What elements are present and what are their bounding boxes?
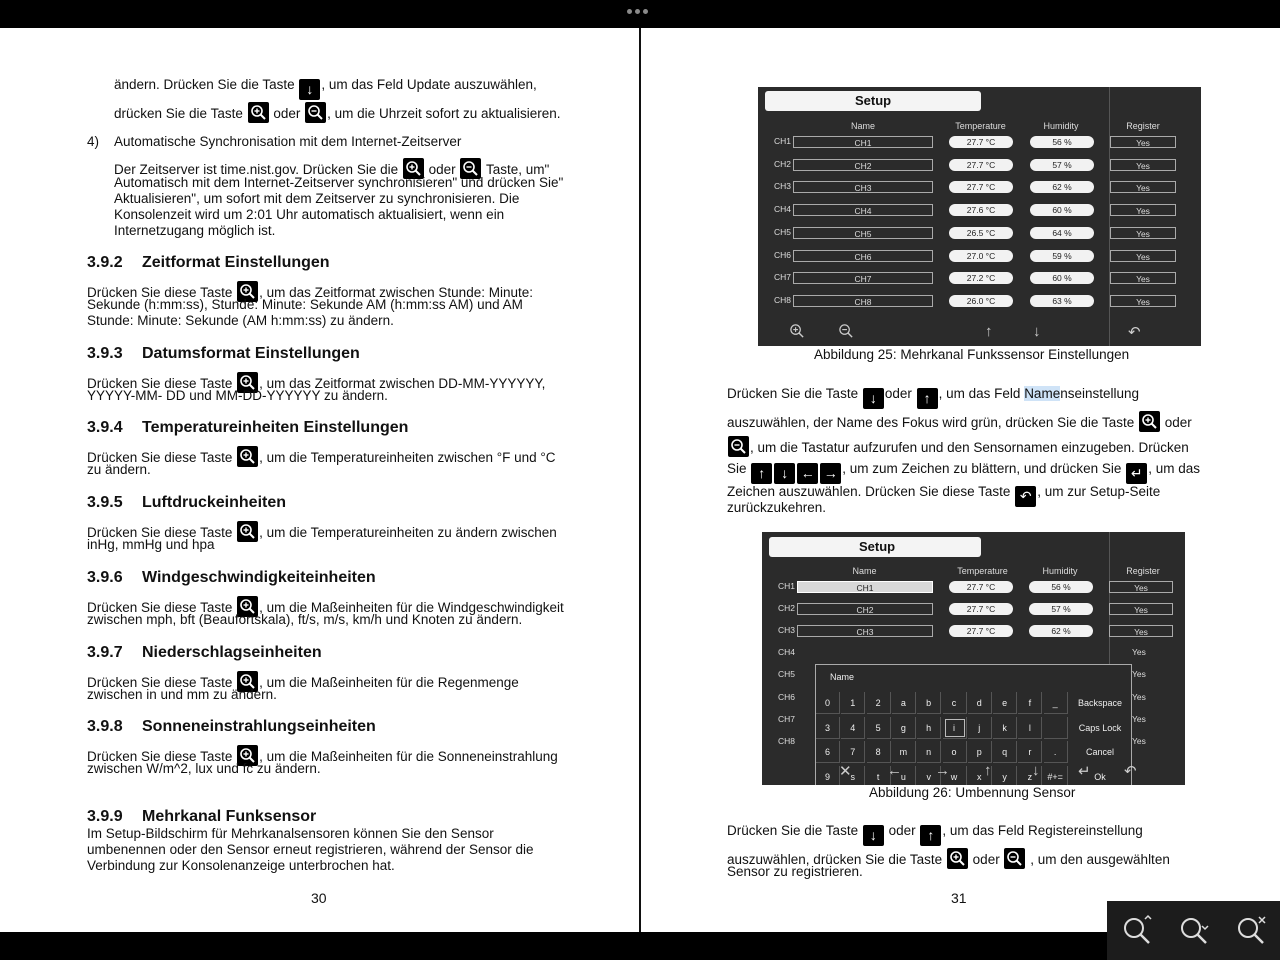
register-cell: Yes <box>1109 603 1173 615</box>
keyboard-key[interactable]: x <box>968 766 992 786</box>
close-icon: ✕ <box>839 763 852 780</box>
text-line: Stunde: Minute: Sekunde (AM h:mm:ss) zu ändern. <box>87 313 394 328</box>
temperature-cell: 27.7 °C <box>949 181 1013 193</box>
text-line: Drücken Sie diese Taste , um die Maßeinheiten für die Windgeschwindigkeit <box>87 596 564 617</box>
arrow-down-icon: ↓ <box>1033 323 1041 340</box>
temperature-cell: 27.7 °C <box>949 625 1013 637</box>
keyboard-key[interactable]: i <box>943 717 967 739</box>
keyboard-key[interactable]: z <box>1018 766 1042 786</box>
text-line: Aktualisieren", um sofort mit dem Zeitserver zu synchronisieren. Die <box>114 191 520 206</box>
keyboard-action-key[interactable]: Ok <box>1094 771 1106 782</box>
zoom-in-icon <box>237 446 258 467</box>
zoom-reset-button[interactable] <box>1235 913 1269 947</box>
zoom-out-button[interactable] <box>1178 913 1212 947</box>
setup-screenshot <box>758 87 1201 346</box>
section-heading: 3.9.7 Niederschlagseinheiten <box>87 644 322 661</box>
text-line: Sekunde (h:mm:ss), Stunde: Minute: Sekunde AM (h:mm:ss AM) und AM <box>87 297 523 312</box>
back-icon: ↶ <box>1015 486 1036 507</box>
text-line: zwischen mph, bft (Beaufortskala), ft/s, m/s, km/h und Knoten zu ändern. <box>87 612 523 627</box>
temperature-cell: 27.7 °C <box>949 136 1013 148</box>
humidity-cell: 59 % <box>1030 250 1094 262</box>
register-cell: Yes <box>1110 227 1176 239</box>
register-cell: Yes <box>1110 272 1176 284</box>
humidity-cell: 56 % <box>1029 581 1093 593</box>
setup-title: Setup <box>765 91 981 111</box>
back-icon: ↶ <box>1128 324 1141 341</box>
zoom-out-icon <box>838 323 854 343</box>
text-line: umbenennen oder den Sensor erneut registrieren, während der Sensor die <box>87 842 534 857</box>
page-right <box>641 28 1280 932</box>
channel-label: CH6 <box>778 691 796 702</box>
channel-label: CH1 <box>778 581 796 591</box>
keyboard-key[interactable]: u <box>892 766 916 786</box>
humidity-cell: 60 % <box>1030 272 1094 284</box>
channel-label: CH1 <box>774 136 792 146</box>
zoom-out-icon <box>305 102 326 123</box>
keyboard-key[interactable]: f <box>1018 692 1042 714</box>
enter-icon: ↵ <box>1078 763 1091 780</box>
arrow-down-icon: ↓ <box>863 388 884 409</box>
page-left <box>0 28 639 932</box>
text-line: drücken Sie die Taste oder , um die Uhrzeit sofort zu aktualisieren. <box>114 102 561 123</box>
page-number: 30 <box>311 890 327 906</box>
keyboard-key[interactable]: l <box>1018 717 1042 739</box>
text-line: Drücken Sie diese Taste , um die Maßeinheiten für die Sonneneinstrahlung <box>87 745 558 766</box>
keyboard-key[interactable]: b <box>917 692 941 714</box>
register-value: Yes <box>1132 736 1146 747</box>
register-value: Yes <box>1132 669 1146 680</box>
keyboard-key[interactable]: 3 <box>816 717 840 739</box>
name-cell: CH1 <box>793 136 933 148</box>
keyboard-key[interactable]: 1 <box>841 692 865 714</box>
keyboard-key[interactable]: k <box>993 717 1017 739</box>
register-cell: Yes <box>1109 625 1173 637</box>
register-cell: Yes <box>1109 581 1173 593</box>
list-title: Automatische Synchronisation mit dem Internet-Zeitserver <box>114 134 462 149</box>
keyboard-key[interactable]: o <box>943 741 967 763</box>
keyboard-key[interactable]: v <box>917 766 941 786</box>
keyboard-action-key[interactable]: Cancel <box>1085 747 1114 757</box>
name-cell: CH4 <box>793 204 933 216</box>
text-line: Drücken Sie diese Taste , um das Zeitformat zwischen DD-MM-YYYYYY, <box>87 372 545 393</box>
text-line: Verbindung zur Konsolenanzeige unterbrochen hat. <box>87 858 395 873</box>
column-header: Register <box>1126 121 1160 131</box>
temperature-cell: 27.6 °C <box>949 204 1013 216</box>
keyboard-key[interactable]: . <box>1044 741 1068 763</box>
arrow-right-icon: → <box>935 762 950 779</box>
register-value: Yes <box>1132 713 1146 724</box>
channel-label: CH4 <box>774 204 792 215</box>
channel-label: CH3 <box>778 625 796 635</box>
arrow-left-icon: ← <box>887 762 902 779</box>
section-heading: 3.9.5 Luftdruckeinheiten <box>87 494 287 511</box>
zoom-toolbar <box>1107 901 1280 960</box>
keyboard-key[interactable]: m <box>892 741 916 763</box>
keyboard-key[interactable]: 8 <box>867 741 891 763</box>
text-line: Drücken Sie diese Taste , um das Zeitformat zwischen Stunde: Minute: <box>87 281 533 302</box>
text-line: Im Setup-Bildschirm für Mehrkanalsensoren können Sie den Sensor <box>87 826 494 841</box>
enter-icon: ↵ <box>1126 463 1147 484</box>
section-heading: 3.9.4 Temperatureinheiten Einstellungen <box>87 419 409 436</box>
keyboard-key[interactable]: t <box>867 766 891 786</box>
temperature-cell: 27.2 °C <box>949 272 1013 284</box>
name-cell: CH5 <box>793 227 933 239</box>
channel-label: CH6 <box>774 249 792 260</box>
register-cell: Yes <box>1110 136 1176 148</box>
zoom-in-button[interactable] <box>1121 913 1155 947</box>
text-line: auszuwählen, drücken Sie die Taste oder , um den ausgewählten <box>727 848 1170 869</box>
channel-label: CH4 <box>778 647 796 657</box>
column-header: Humidity <box>1043 121 1079 131</box>
keyboard-key[interactable]: j <box>968 717 992 739</box>
arrow-left-icon: ← <box>797 463 818 484</box>
section-heading: 3.9.6 Windgeschwindigkeiteinheiten <box>87 569 376 586</box>
arrow-right-icon: → <box>820 463 841 484</box>
zoom-out-icon <box>1004 848 1025 869</box>
column-header: Temperature <box>957 566 1008 576</box>
keyboard-key[interactable]: 9 <box>816 766 840 786</box>
text-line: Konsolenzeit wird um 2:01 Uhr automatisch aktualisiert, wenn ein <box>114 207 505 222</box>
top-bar <box>0 0 1280 28</box>
text-line: inHg, mmHg und hpa <box>87 537 215 552</box>
register-cell: Yes <box>1110 181 1176 193</box>
channel-label: CH7 <box>774 272 792 283</box>
list-number: 4) <box>87 134 100 149</box>
keyboard-key[interactable]: d <box>968 692 992 714</box>
humidity-cell: 57 % <box>1029 603 1093 615</box>
text-line: zwischen in und mm zu ändern. <box>87 687 277 702</box>
column-header: Temperature <box>955 121 1006 131</box>
temperature-cell: 27.7 °C <box>949 581 1013 593</box>
section-heading: 3.9.8 Sonneneinstrahlungseinheiten <box>87 718 376 735</box>
keyboard-key[interactable]: r <box>1018 741 1042 763</box>
temperature-cell: 27.7 °C <box>949 159 1013 171</box>
arrow-down-icon: ↓ <box>299 79 320 100</box>
name-cell: CH6 <box>793 250 933 262</box>
text-line: zurückzukehren. <box>727 500 827 515</box>
keyboard-key[interactable]: 5 <box>867 717 891 739</box>
humidity-cell: 60 % <box>1030 204 1094 216</box>
name-cell: CH3 <box>793 181 933 193</box>
text-line: Drücken Sie diese Taste , um die Temperatureinheiten zu ändern zwischen <box>87 521 557 542</box>
keyboard-key[interactable]: 2 <box>867 692 891 714</box>
arrow-up-icon: ↑ <box>985 323 993 340</box>
name-cell: CH3 <box>797 625 933 637</box>
channel-label: CH8 <box>778 736 796 747</box>
keyboard-key[interactable]: 4 <box>841 717 865 739</box>
bottom-bar <box>0 932 1280 960</box>
text-line: auszuwählen, der Name des Fokus wird grün, drücken Sie die Taste oder <box>727 411 1192 432</box>
channel-label: CH8 <box>774 294 792 305</box>
name-cell: CH1 <box>797 581 933 593</box>
keyboard-key[interactable]: h <box>917 717 941 739</box>
text-line: YYYYY-MM- DD und MM-DD-YYYYYY zu ändern. <box>87 388 388 403</box>
text-line: Drücken Sie die Taste ↓ oder ↑ , um das Feld Registereinstellung <box>727 823 1143 846</box>
arrow-up-icon: ↑ <box>984 762 992 779</box>
text-line: Drücken Sie die Taste ↓ oder ↑ , um das Feld Namenseinstellung <box>727 386 1139 409</box>
register-cell: Yes <box>1110 204 1176 216</box>
keyboard-key[interactable]: q <box>993 741 1017 763</box>
keyboard-key[interactable]: y <box>993 766 1017 786</box>
arrow-up-icon: ↑ <box>751 463 772 484</box>
text-line: zwischen W/m^2, lux und fc zu ändern. <box>87 761 321 776</box>
humidity-cell: 62 % <box>1029 625 1093 637</box>
keyboard-key[interactable]: w <box>943 766 967 786</box>
name-cell: CH2 <box>797 603 933 615</box>
column-header: Name <box>850 121 875 131</box>
keyboard-action-key[interactable]: Backspace <box>1077 698 1123 708</box>
text-line: Automatisch mit dem Internet-Zeitserver synchronisieren" und drücken Sie" <box>114 175 564 190</box>
register-cell: Yes <box>1110 295 1176 307</box>
temperature-cell: 26.0 °C <box>949 295 1013 307</box>
register-cell: Yes <box>1110 159 1176 171</box>
humidity-cell: 62 % <box>1030 181 1094 193</box>
text-line: ändern. Drücken Sie die Taste ↓ , um das Feld Update auszuwählen, <box>114 77 537 100</box>
arrow-down-icon: ↓ <box>774 463 795 484</box>
column-header: Name <box>852 566 877 576</box>
arrow-up-icon: ↑ <box>920 825 941 846</box>
keyboard-key[interactable]: a <box>892 692 916 714</box>
section-heading: 3.9.9 Mehrkanal Funksensor <box>87 808 317 825</box>
temperature-cell: 27.0 °C <box>949 250 1013 262</box>
keyboard-key[interactable] <box>1044 717 1068 739</box>
page-number: 31 <box>951 890 967 906</box>
register-cell: Yes <box>1110 250 1176 262</box>
keyboard-key[interactable]: s <box>841 766 865 786</box>
keyboard-action-key[interactable]: Caps Lock <box>1078 722 1122 733</box>
channel-label: CH7 <box>778 713 796 724</box>
keyboard-key[interactable]: 0 <box>816 692 840 714</box>
keyboard-key[interactable]: 6 <box>816 741 840 763</box>
register-value: Yes <box>1132 647 1146 657</box>
keyboard-key[interactable]: c <box>943 692 967 714</box>
text-line: zu ändern. <box>87 462 151 477</box>
figure-caption: Abbildung 26: Umbennung Sensor <box>869 785 1076 800</box>
text-line: Sie ↑ ↓ ← → , um zum Zeichen zu blättern, und drücken Sie ↵ , um das <box>727 461 1200 484</box>
channel-label: CH2 <box>774 158 792 169</box>
keyboard-key[interactable]: _ <box>1044 692 1068 714</box>
arrow-up-icon: ↑ <box>917 388 938 409</box>
section-heading: 3.9.2 Zeitformat Einstellungen <box>87 254 330 271</box>
name-cell: CH7 <box>793 272 933 284</box>
humidity-cell: 63 % <box>1030 295 1094 307</box>
channel-label: CH2 <box>778 603 796 613</box>
text-line: Drücken Sie diese Taste , um die Temperatureinheiten zwischen °F und °C <box>87 446 556 467</box>
keyboard-key[interactable]: g <box>892 717 916 739</box>
zoom-in-icon <box>789 323 805 343</box>
rename-screenshot <box>762 532 1185 785</box>
setup-title: Setup <box>769 537 981 557</box>
text-line: Internetzugang möglich ist. <box>114 223 276 238</box>
text-line: Zeichen auszuwählen. Drücken Sie diese Taste ↶ , um zur Setup-Seite <box>727 484 1160 507</box>
text-line: Sensor zu registrieren. <box>727 864 863 879</box>
text-line: Drücken Sie diese Taste , um die Maßeinheiten für die Regenmenge <box>87 671 519 692</box>
keyboard-title: Name <box>830 672 855 682</box>
zoom-in-icon <box>248 102 269 123</box>
zoom-in-icon <box>237 521 258 542</box>
name-cell: CH2 <box>793 159 933 171</box>
keyboard-key[interactable]: p <box>968 741 992 763</box>
arrow-down-icon: ↓ <box>863 825 884 846</box>
humidity-cell: 56 % <box>1030 136 1094 148</box>
temperature-cell: 26.5 °C <box>949 227 1013 239</box>
keyboard-key[interactable]: 7 <box>841 741 865 763</box>
temperature-cell: 27.7 °C <box>949 603 1013 615</box>
channel-label: CH5 <box>778 669 796 680</box>
channel-label: CH3 <box>774 181 792 192</box>
section-heading: 3.9.3 Datumsformat Einstellungen <box>87 345 360 362</box>
zoom-in-icon <box>947 848 968 869</box>
zoom-out-icon <box>728 436 749 457</box>
figure-caption: Abbildung 25: Mehrkanal Funkssensor Einstellungen <box>814 347 1130 362</box>
column-header: Humidity <box>1042 566 1078 576</box>
keyboard-key[interactable]: #+= <box>1044 766 1068 786</box>
keyboard-key[interactable]: n <box>917 741 941 763</box>
humidity-cell: 64 % <box>1030 227 1094 239</box>
zoom-in-icon <box>1139 411 1160 432</box>
arrow-down-icon: ↓ <box>1032 762 1040 779</box>
humidity-cell: 57 % <box>1030 159 1094 171</box>
text-line: Der Zeitserver ist time.nist.gov. Drücken Sie die oder Taste, um" <box>114 158 549 179</box>
back-icon: ↶ <box>1124 763 1137 780</box>
column-header: Register <box>1126 566 1160 576</box>
keyboard-key[interactable]: e <box>993 692 1017 714</box>
channel-label: CH5 <box>774 226 792 237</box>
more-options-icon[interactable] <box>627 9 648 14</box>
register-value: Yes <box>1132 691 1146 702</box>
text-line: , um die Tastatur aufzurufen und den Sensornamen einzugeben. Drücken <box>727 436 1189 457</box>
name-cell: CH8 <box>793 295 933 307</box>
